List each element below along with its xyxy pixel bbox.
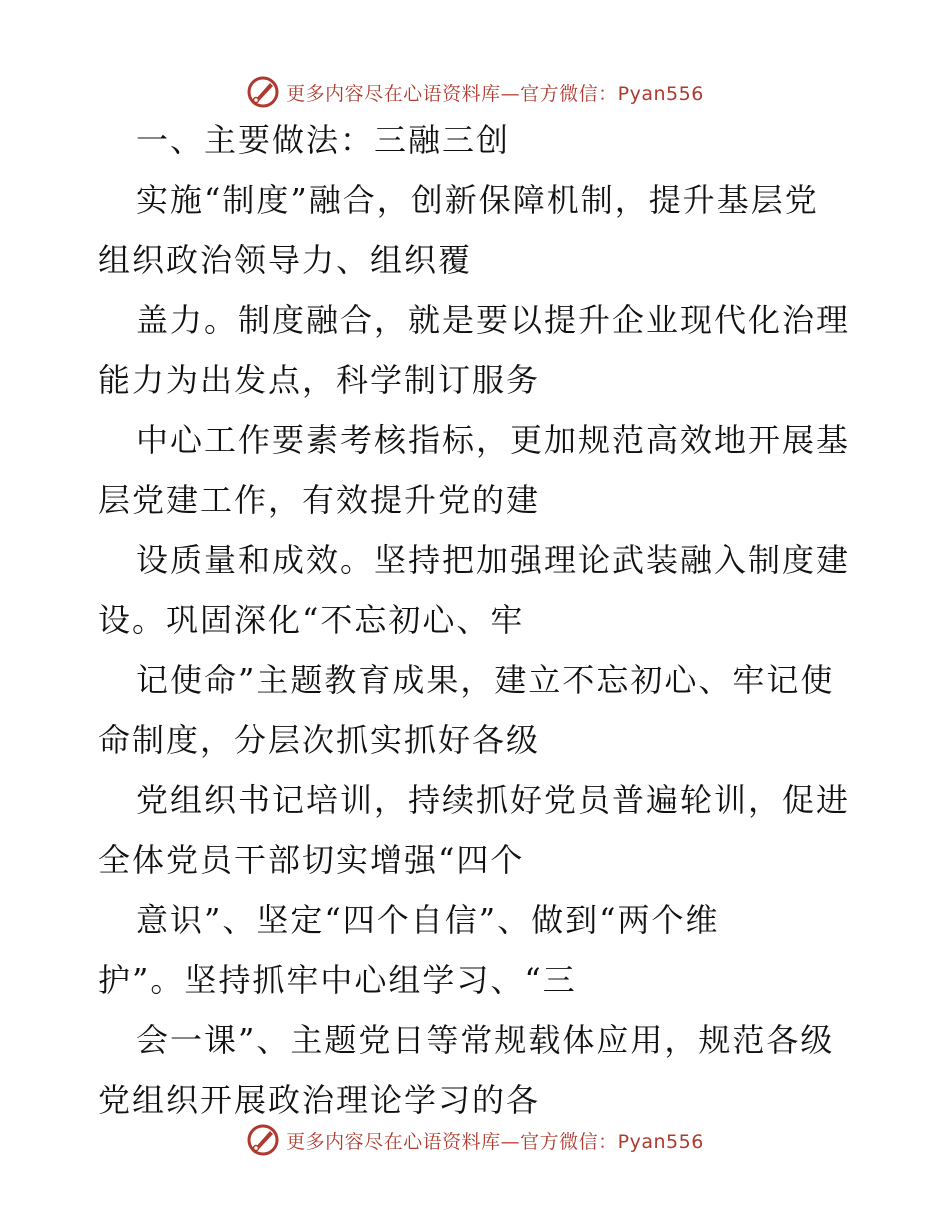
paragraph-line: 设。巩固深化“不忘初心、牢 — [98, 601, 525, 639]
paragraph-line: 盖力。制度融合，就是要以提升企业现代化治理 — [136, 301, 851, 339]
paragraph-line: 全体党员干部切实增强“四个 — [98, 841, 525, 879]
header-banner-library: 更多内容尽在心语资料库 — [286, 82, 501, 105]
paragraph-line: 命制度，分层次抓实抓好各级 — [98, 721, 541, 759]
paragraph-line: 层党建工作，有效提升党的建 — [98, 481, 541, 519]
paragraph-line: 设质量和成效。坚持把加强理论武装融入制度建 — [136, 541, 851, 579]
footer-banner-library: 更多内容尽在心语资料库 — [286, 1130, 501, 1153]
header-banner-dash: — — [500, 82, 521, 105]
header-banner-text — [286, 79, 704, 106]
paragraph-line: 中心工作要素考核指标，更加规范高效地开展基 — [136, 421, 851, 459]
paragraph-line: 党组织书记培训，持续抓好党员普遍轮训，促进 — [136, 781, 851, 819]
quill-pen-logo-icon — [246, 1123, 280, 1157]
footer-banner-wechat: 官方微信：Pyan556 — [520, 1130, 704, 1153]
paragraph-line: 记使命”主题教育成果，建立不忘初心、牢记使 — [136, 661, 835, 699]
quill-pen-logo-icon — [246, 75, 280, 109]
footer-banner — [0, 1120, 950, 1160]
paragraph-line: 意识”、坚定“四个自信”、做到“两个维 — [136, 901, 720, 939]
header-banner-wechat: 官方微信：Pyan556 — [520, 82, 704, 105]
paragraph-line: 会一课”、主题党日等常规载体应用，规范各级 — [136, 1021, 835, 1059]
section-heading: 一、主要做法：三融三创 — [136, 121, 511, 159]
footer-banner-text — [286, 1127, 704, 1154]
paragraph-line: 党组织开展政治理论学习的各 — [98, 1081, 541, 1119]
paragraph-line: 组织政治领导力、组织覆 — [98, 241, 473, 279]
header-banner — [0, 72, 950, 112]
paragraph-line: 能力为出发点，科学制订服务 — [98, 361, 541, 399]
paragraph-line: 实施“制度”融合，创新保障机制，提升基层党 — [136, 181, 819, 219]
footer-banner-dash: — — [500, 1130, 521, 1153]
paragraph-line: 护”。坚持抓牢中心组学习、“三 — [98, 961, 577, 999]
